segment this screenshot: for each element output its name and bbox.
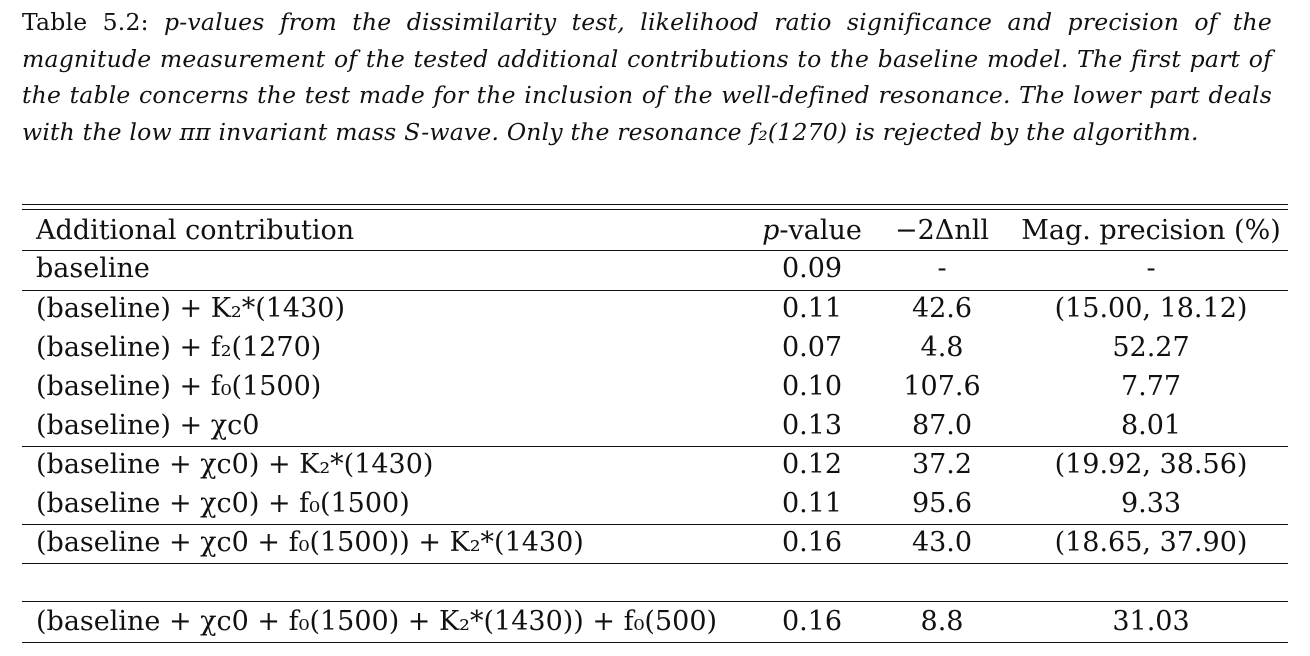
table-row — [22, 446, 1288, 484]
row-p-value: 0.07 — [781, 332, 843, 363]
row-nll: 43.0 — [911, 527, 973, 558]
row-precision: (18.65, 37.90) — [1054, 527, 1248, 558]
row-label: (baseline) + χc0 — [36, 410, 260, 441]
table-row — [22, 485, 1288, 523]
row-label: (baseline) + K₂*(1430) — [36, 293, 345, 324]
table-row — [22, 290, 1288, 328]
bottom-rule — [22, 642, 1288, 643]
table-caption — [22, 4, 1272, 150]
row-p-value: 0.16 — [781, 527, 843, 558]
header-nll: −2Δnll — [895, 215, 989, 246]
top-rule-inner — [22, 209, 1288, 210]
table-row — [22, 407, 1288, 445]
row-label: (baseline) + f₂(1270) — [36, 332, 322, 363]
row-precision: - — [1146, 253, 1156, 284]
table-row — [22, 524, 1288, 562]
row-label: (baseline) + f₀(1500) — [36, 371, 322, 402]
row-nll: - — [937, 253, 947, 284]
header-precision: Mag. precision (%) — [1021, 215, 1281, 246]
row-nll: 95.6 — [911, 488, 973, 519]
row-precision: 9.33 — [1120, 488, 1182, 519]
row-p-value: 0.13 — [781, 410, 843, 441]
table-row — [22, 603, 1288, 641]
header-p-value: p-value — [762, 215, 862, 246]
row-nll: 37.2 — [911, 449, 973, 480]
caption-label: Table 5.2: — [22, 8, 149, 36]
row-label: (baseline + χc0 + f₀(1500)) + K₂*(1430) — [36, 527, 584, 558]
row-nll: 4.8 — [920, 332, 964, 363]
row-precision: 8.01 — [1120, 410, 1182, 441]
top-rule-outer — [22, 204, 1288, 205]
row-precision: (19.92, 38.56) — [1054, 449, 1248, 480]
table-row — [22, 329, 1288, 367]
table-row — [22, 368, 1288, 406]
row-nll: 107.6 — [903, 371, 981, 402]
row-p-value: 0.09 — [781, 253, 843, 284]
row-label: (baseline + χc0) + f₀(1500) — [36, 488, 410, 519]
row-label: (baseline + χc0) + K₂*(1430) — [36, 449, 434, 480]
row-precision: 7.77 — [1120, 371, 1182, 402]
row-label: baseline — [36, 253, 150, 284]
row-nll: 8.8 — [920, 606, 964, 637]
row-precision: (15.00, 18.12) — [1054, 293, 1248, 324]
row-nll: 42.6 — [911, 293, 973, 324]
row-p-value: 0.12 — [781, 449, 843, 480]
caption-text: p-values from the dissimilarity test, likelihood ratio significance and precision of the magnitude measurement of the tested additional contributions to the baseline model. The first part of the table concerns the test made for the inclusion of the well-defined resonance. The lower part deals with the low ππ invariant mass S-wave. Only the resonance f₂(1270) is rejected by the algorithm. — [22, 8, 1272, 146]
header-row — [22, 212, 1288, 250]
row-precision: 52.27 — [1112, 332, 1190, 363]
row-p-value: 0.11 — [781, 293, 843, 324]
row-p-value: 0.11 — [781, 488, 843, 519]
row-label: (baseline + χc0 + f₀(1500) + K₂*(1430)) + f₀(500) — [36, 606, 718, 637]
table-row — [22, 250, 1288, 288]
row-nll: 87.0 — [911, 410, 973, 441]
lower-part-rule — [22, 601, 1288, 602]
row-p-value: 0.16 — [781, 606, 843, 637]
row-p-value: 0.10 — [781, 371, 843, 402]
row-precision: 31.03 — [1112, 606, 1190, 637]
part-end-rule — [22, 563, 1288, 564]
header-contribution: Additional contribution — [36, 215, 355, 246]
